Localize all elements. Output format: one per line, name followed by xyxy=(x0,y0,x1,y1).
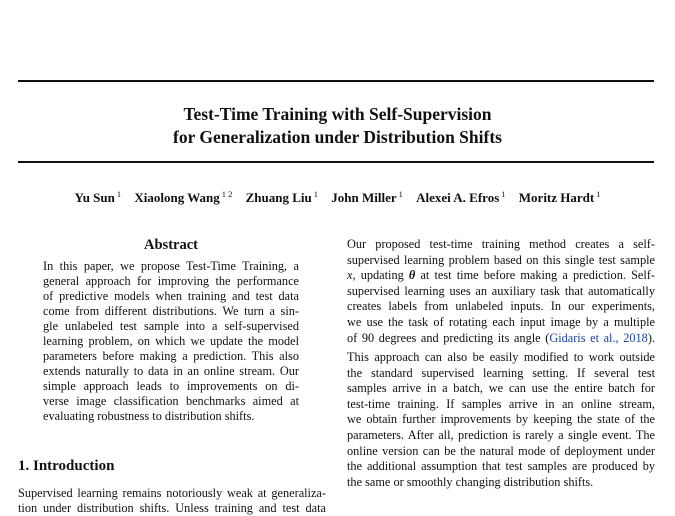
body-line: supervised learning problem based on this single test sample xyxy=(347,252,655,267)
abstract-line: parameters before making a prediction. This also xyxy=(43,349,299,363)
author: Moritz Hardt $^1$ xyxy=(518,189,601,206)
abstract-line: learning problem, on which we update the model xyxy=(43,334,299,348)
author: Alexei A. Efros $^1$ xyxy=(416,189,506,206)
paper-title-line-1: Test-Time Training with Self-Supervision xyxy=(183,104,492,124)
body-line: the standard supervised learning setting. If several test xyxy=(347,365,655,380)
math-variable-x: x xyxy=(347,268,353,283)
body-line: creates labels from unlabeled inputs. In our experiments, xyxy=(347,299,655,314)
abstract-line: extends naturally to data in an online stream. Our xyxy=(43,364,299,378)
paper-title-line-2: for Generalization under Distribution Shifts xyxy=(173,127,502,147)
author: Zhuang Liu $^1$ xyxy=(245,189,318,206)
abstract-line: of predictive models when training and test data xyxy=(43,289,299,303)
author: Xiaolong Wang $^{1 2}$ xyxy=(134,189,233,206)
citation-link[interactable]: Gidaris et al., 2018 xyxy=(549,330,648,345)
body-line: supervised learning uses an auxiliary task that automatically xyxy=(347,283,655,298)
body-line: we use the task of rotating each input image by a multiple xyxy=(347,315,655,329)
body-line: samples arrive in a batch, we can use the entire batch for xyxy=(347,381,655,396)
bottom-rule xyxy=(18,161,654,163)
section-heading-introduction: 1. Introduction xyxy=(18,458,115,474)
body-line: we obtain further improvements by keeping the state of the xyxy=(347,412,655,427)
body-line: This approach can also be easily modified to work outside xyxy=(347,350,655,364)
intro-line: Supervised learning remains notoriously weak at generaliza- xyxy=(18,486,326,500)
abstract-line: gle unlabeled test sample into a self-supervised xyxy=(43,319,299,333)
body-line: the additional assumption that test samples are produced by xyxy=(347,459,655,474)
math-variable-theta: θ xyxy=(408,268,416,283)
abstract-line: general approach for improving the performance xyxy=(43,274,299,288)
body-line: the same or smoothly changing distribution shifts. xyxy=(347,474,594,489)
author: John Miller $^1$ xyxy=(331,189,403,206)
body-line: parameters. After all, prediction is rarely a single event. The xyxy=(347,428,655,442)
body-line: x, updating θ at test time before making a prediction. Self- xyxy=(347,268,655,283)
body-line: Our proposed test-time training method creates a self- xyxy=(347,237,655,251)
intro-line: tion under distribution shifts. Unless training and test data xyxy=(18,501,326,515)
author-list xyxy=(0,189,675,206)
abstract-line: In this paper, we propose Test-Time Training, a xyxy=(43,259,299,273)
abstract-line: evaluating robustness to distribution shifts. xyxy=(43,409,255,423)
abstract-line: simple approach leads to improvements on di- xyxy=(43,379,299,393)
author: Yu Sun $^1$ xyxy=(74,189,122,206)
abstract-line: come from different distributions. We turn a sin- xyxy=(43,304,299,318)
abstract-heading: Abstract xyxy=(144,237,198,253)
body-line: online version can be the natural mode of deployment under xyxy=(347,443,655,458)
top-rule xyxy=(18,80,654,82)
body-line: of 90 degrees and predicting its angle (Gidaris et al., 2018). xyxy=(347,330,656,345)
abstract-line: verse image classification benchmarks aimed at xyxy=(43,394,299,408)
body-line: test-time training. If samples arrive in an online stream, xyxy=(347,396,655,411)
